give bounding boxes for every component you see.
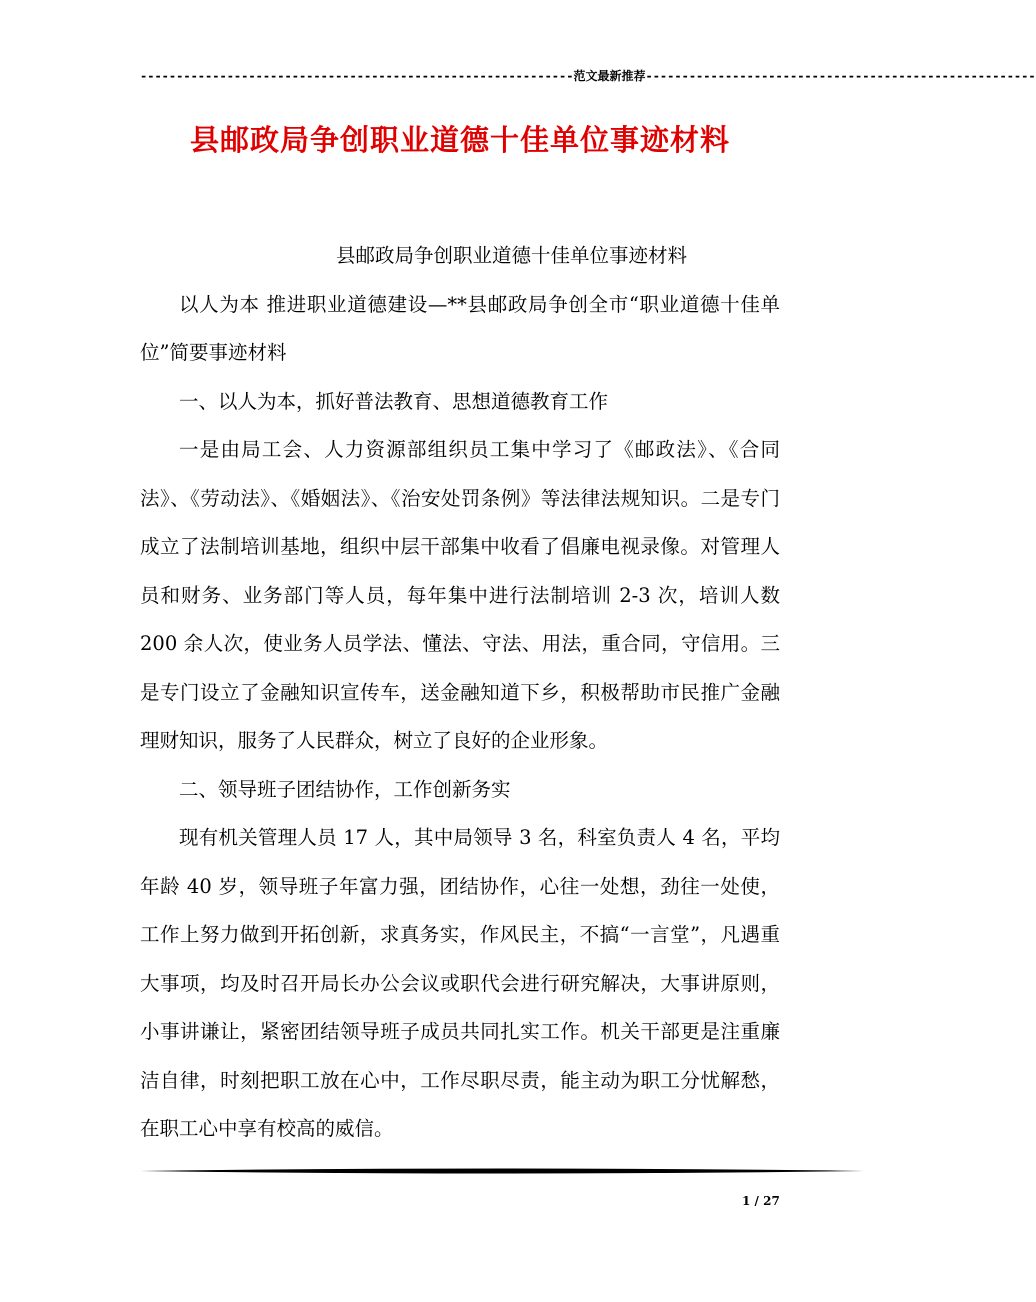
intro-paragraph: 以人为本 推进职业道德建设—**县邮政局争创全市“职业道德十佳单位”简要事迹材料: [140, 292, 780, 364]
subtitle-paragraph: 县邮政局争创职业道德十佳单位事迹材料: [336, 244, 688, 267]
body-paragraph-1: 一是由局工会、人力资源部组织员工集中学习了《邮政法》、《合同法》、《劳动法》、《婚姻法》、《治安处罚条例》等法律法规知识。二是专门成立了法制培训基地，组织中层干部集中收看了倡廉电视录像。对管理人员和财务、业务部门等人员，每年集中进行法制培训 2-3 次，培训人数 200 余人次，使业务人员学法、懂法、守法、用法，重合同，守信用。三是专门设立了金融知识宣传车，送金融知道下乡，积极帮助市民推广金融理财知识，服务了人民群众，树立了良好的企业形象。: [140, 438, 780, 752]
body-paragraph-2: 现有机关管理人员 17 人，其中局领导 3 名，科室负责人 4 名，平均年龄 40 岁，领导班子年富力强，团结协作，心往一处想，劲往一处使，工作上努力做到开拓创新，求真务实，作风民主，不搞“一言堂”，凡遇重大事项，均及时召开局长办公会议或职代会进行研究解决，大事讲原则，小事讲谦让，紧密团结领导班子成员共同扎实工作。机关干部更是注重廉洁自律，时刻把职工放在心中，工作尽职尽责，能主动为职工分忧解愁，在职工心中享有校高的威信。: [140, 826, 780, 1140]
footer-rule: [140, 1167, 864, 1175]
section-heading-1: 一、以人为本，抓好普法教育、思想道德教育工作: [179, 389, 609, 413]
page-header-banner: ------------------------------------------------------------范文最新推荐------------------------------------------------------: [140, 69, 1036, 83]
section-heading-2: 二、领导班子团结协作，工作创新务实: [179, 777, 511, 801]
document-title: 县邮政局争创职业道德十佳单位事迹材料: [189, 123, 730, 157]
page-number: 1 / 27: [742, 1194, 780, 1208]
document-body: [140, 232, 780, 1154]
